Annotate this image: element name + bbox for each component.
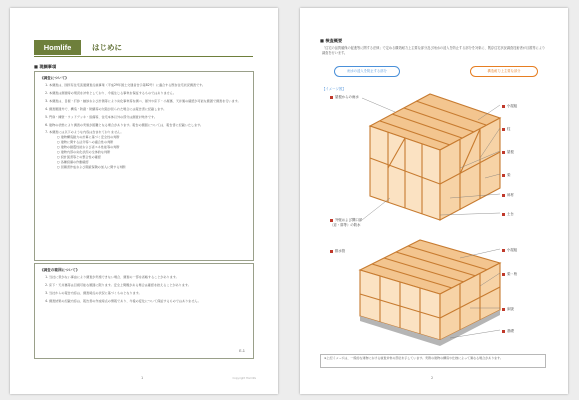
label-brace: 斜材	[502, 192, 514, 197]
house-frame-illustration	[300, 8, 568, 394]
label-beam-girder: 梁・桁	[502, 271, 517, 276]
document-page-1	[10, 8, 278, 394]
list-item: 4. 調査範囲外で、構造・防腐・防蟻等の欠陥が見られた場合には報告書に記載します。	[49, 107, 247, 112]
survey-list	[35, 83, 253, 170]
label-exterior-waterproof: 外壁および開口部（窓・扉等）の防水	[330, 218, 363, 227]
list-item: 1. 当社に責がない事由により調査が実施できない場合、調査の一部を省略することがあります。	[49, 275, 247, 280]
list-item: 2. 本調査は調査時の現況を対象としており、今後生じる事象を保証するものではありません。	[49, 91, 247, 96]
title-divider	[34, 56, 253, 57]
limits-heading: 《調査の範囲について》	[40, 268, 80, 272]
section-heading: ■ 現調事項	[34, 64, 56, 70]
callout-rain: 雨水の浸入を防止する部分	[334, 66, 400, 77]
list-item: 4. 調査結果の記載内容は、報告書の作成時点の情報であり、今後の変化について保証するものではありません。	[49, 299, 247, 304]
list-item: 2. 床下・天井裏等は目視可能な範囲に限ります。安全上問題がある場合は確認を控えることがあります。	[49, 283, 247, 288]
limits-box	[34, 263, 254, 359]
label-roof: 屋根	[502, 149, 514, 154]
list-item: 1. 本調査は、国所有住宅流通調査点検事業（平成29年国土交通省告示第82号）に適合する既存住宅状況調査です。	[49, 83, 247, 88]
exclusion-item: ○ 建物構造耐力の計算に基づく安全性の判断	[57, 135, 247, 140]
page-number: 2	[431, 376, 434, 380]
exclusion-item: ○ 建物に関する法令等への適合性の判断	[57, 140, 247, 145]
exclusion-item: ○ 各種設備の作動確認	[57, 160, 247, 165]
list-item: 3. 本調査は、目視・打診・触診および計測等により劣化事象等を調べ、屋外や床下・小屋裏、天井裏の確認が可能な範囲で調査を行います。	[49, 99, 247, 104]
label-sill: 土台	[502, 211, 514, 216]
stamp-code: E-1	[239, 349, 245, 353]
survey-heading: 《調査について》	[40, 76, 69, 80]
exclusion-list	[49, 135, 247, 169]
page-number: 1	[141, 376, 144, 380]
exclusion-item: ○ 見積書作成および瑕疵保険の加入に関する判断	[57, 165, 247, 170]
section-heading: ■ 検査概要	[320, 38, 342, 44]
list-item	[49, 130, 247, 169]
image-note: ※上記イメージは、一般的な建物における検査対象の部位を示しています。実際の建物の構造や仕様によって異なる場合があります。	[320, 354, 546, 368]
label-truss-lower: 小屋組	[502, 247, 517, 252]
exclusion-item: ○ 建物の耐震性能および省エネ性能等の判断	[57, 145, 247, 150]
label-floor: 床版	[502, 306, 514, 311]
list-item: 6. 建物の状態により調査の実施が困難となる場合があります。報告の範囲については、報告書に記載いたします。	[49, 123, 247, 128]
image-caption: 【イメージ図】	[322, 87, 346, 91]
exclusion-item: ○ 建物内部の劣化状況の全体的な判断	[57, 150, 247, 155]
survey-box	[34, 71, 254, 261]
limits-list	[35, 275, 253, 304]
label-beam: 梁	[502, 172, 510, 177]
page-title: はじめに	[92, 43, 122, 52]
brand-logo: Homlife	[34, 40, 81, 55]
label-foundation: 基礎	[502, 328, 514, 333]
label-drain-pipe: 排水管	[330, 248, 345, 253]
callout-structure: 構造耐力上主要な部分	[470, 66, 538, 77]
list-item: 3. 当社からの報告内容は、調査時点の状況に基づくものとなります。	[49, 291, 247, 296]
label-column: 柱	[502, 126, 510, 131]
exclusion-item: ○ 設計図書等との整合性の確認	[57, 155, 247, 160]
footer-copyright: Copyright Homlife	[232, 377, 256, 380]
label-roof-rain: 屋根からの雨水	[330, 94, 359, 99]
list-item: 5. 門扉・擁壁・ウッドデッキ・設備等、住宅本体以外の部分は調査対象外です。	[49, 115, 247, 120]
intro-text: 「住宅の品質確保の促進等に関する法律」で定める構造耐力上主要な部分及び雨水の浸入を防止する部分を対象に、既存住宅状況調査技術者が目視等により調査を行います。	[322, 46, 546, 56]
document-page-2	[300, 8, 568, 394]
list-item-text: 本調査には以下のような内容は含まれておりません。	[49, 130, 124, 135]
label-truss: 小屋組	[502, 103, 517, 108]
